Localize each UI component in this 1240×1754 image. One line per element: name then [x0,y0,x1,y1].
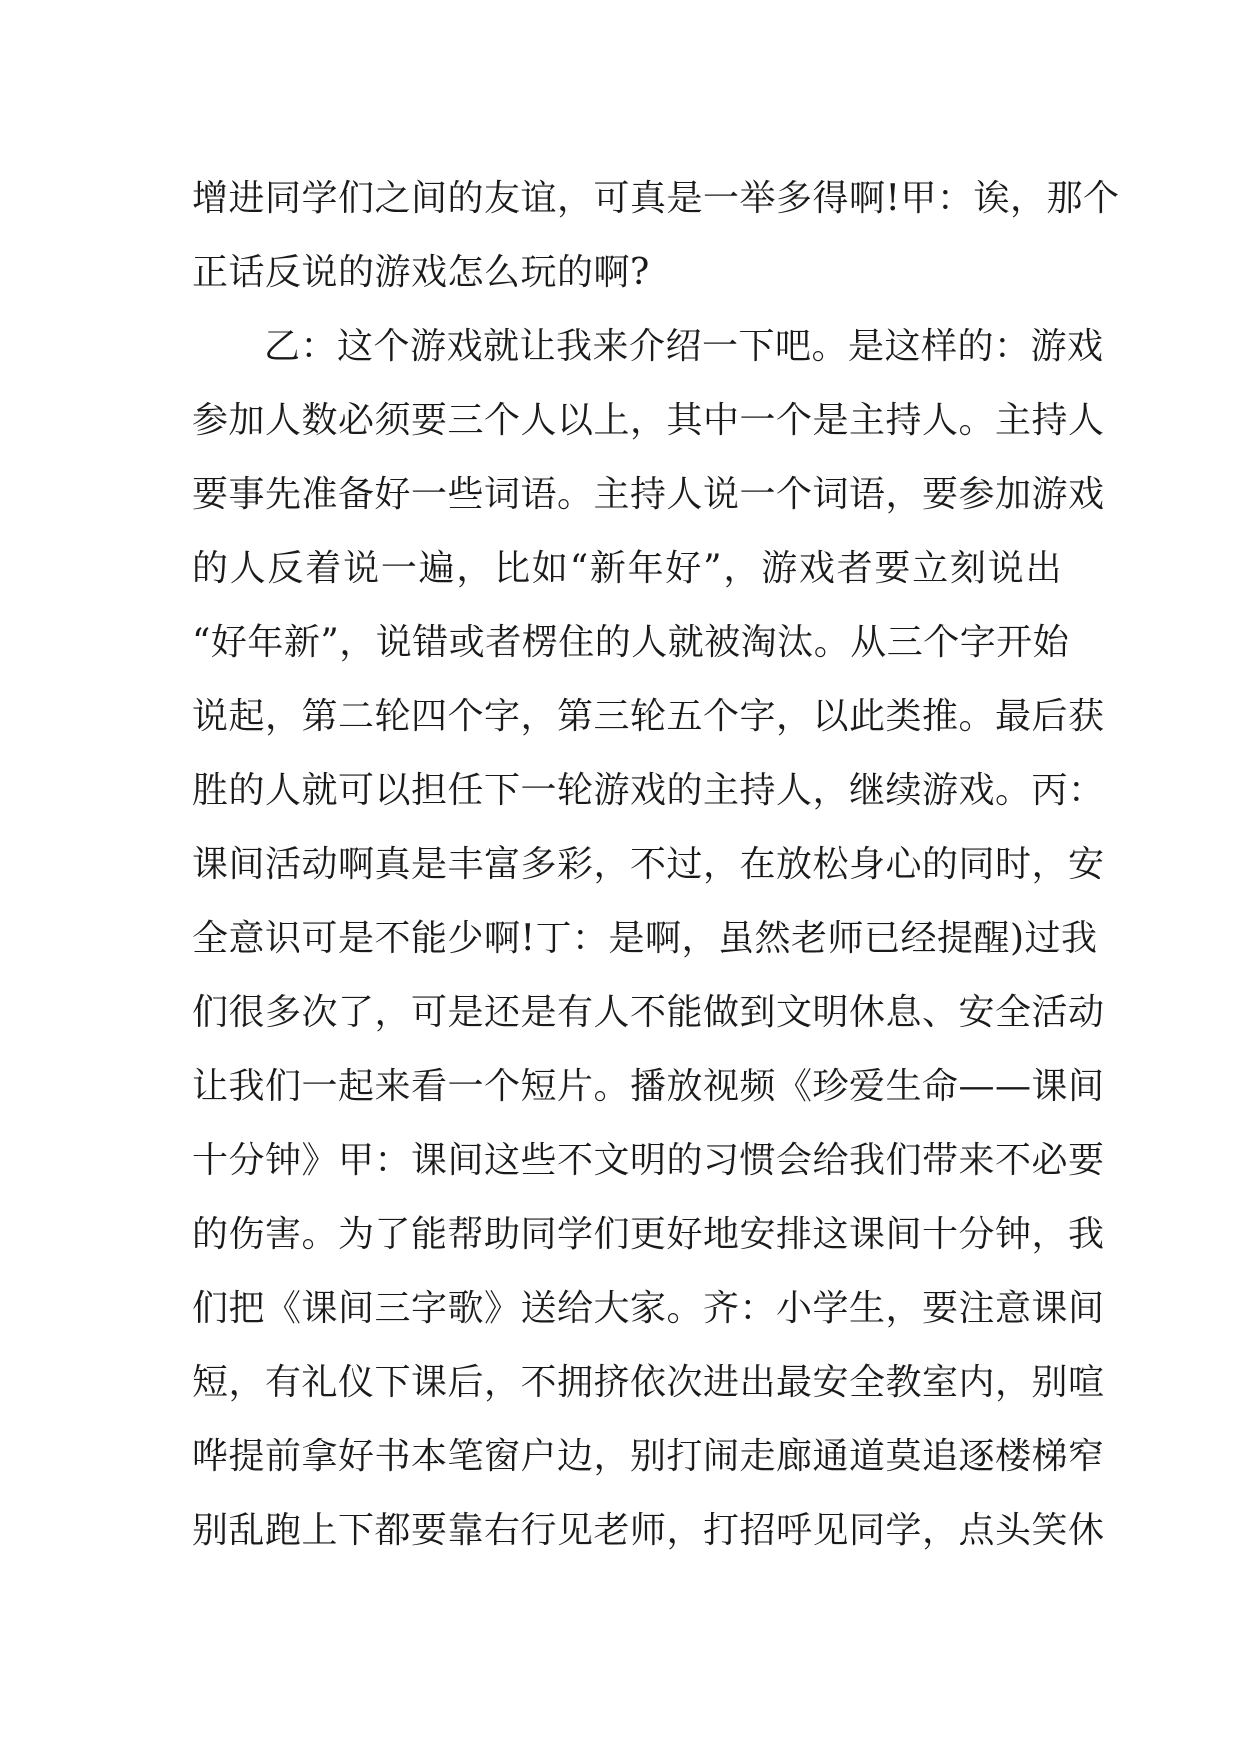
text-line: 短，有礼仪下课后，不拥挤依次进出最安全教室内，别喧 [192,1362,1105,1403]
text-line: 的伤害。为了能帮助同学们更好地安排这课间十分钟，我 [192,1214,1105,1255]
text-line: 们很多次了，可是还是有人不能做到文明休息、安全活动 [192,992,1105,1033]
text-line: “好年新”，说错或者楞住的人就被淘汰。从三个字开始 [192,622,1070,663]
text-line: 乙：这个游戏就让我来介绍一下吧。是这样的：游戏 [264,326,1104,367]
text-line: 的人反着说一遍，比如“新年好”，游戏者要立刻说出 [192,548,1062,589]
text-line: 全意识可是不能少啊!丁：是啊，虽然老师已经提醒)过我 [192,918,1098,959]
text-line: 胜的人就可以担任下一轮游戏的主持人，继续游戏。丙： [192,770,1105,811]
body-text [192,162,1120,1568]
text-line: 说起，第二轮四个字，第三轮五个字，以此类推。最后获 [192,696,1105,737]
text-line: 要事先准备好一些词语。主持人说一个词语，要参加游戏 [192,474,1105,515]
text-line: 课间活动啊真是丰富多彩，不过，在放松身心的同时，安 [192,844,1105,885]
paragraph-1 [192,162,1120,310]
text-line: 让我们一起来看一个短片。播放视频《珍爱生命——课间 [192,1066,1105,1107]
text-line: 哗提前拿好书本笔窗户边，别打闹走廊通道莫追逐楼梯窄 [192,1436,1105,1477]
text-line: 别乱跑上下都要靠右行见老师，打招呼见同学，点头笑休 [192,1510,1105,1551]
text-line: 十分钟》甲：课间这些不文明的习惯会给我们带来不必要 [192,1140,1105,1181]
text-line: 参加人数必须要三个人以上，其中一个是主持人。主持人 [192,400,1105,441]
paragraph-2 [192,310,1105,1568]
text-line: 们把《课间三字歌》送给大家。齐：小学生，要注意课间 [192,1288,1105,1329]
text-line: 正话反说的游戏怎么玩的啊? [192,252,650,293]
text-line: 增进同学们之间的友谊，可真是一举多得啊!甲：诶，那个 [192,178,1120,219]
